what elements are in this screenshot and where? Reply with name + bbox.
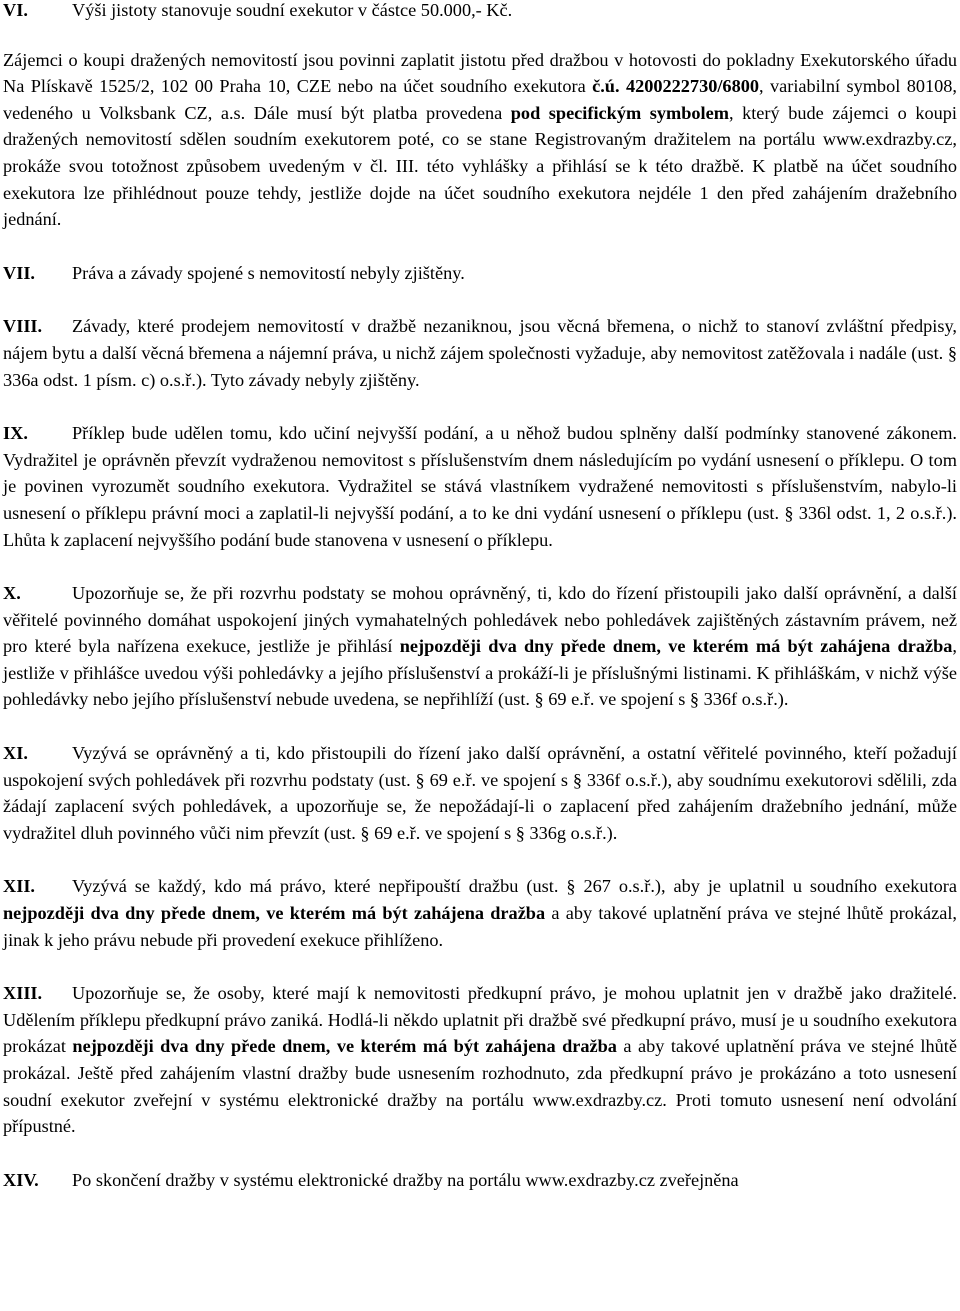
section-text: a aby takové uplatnění práva ve stejné lhůtě prokázal. Ještě před zahájením vlastní dražby bude usnesením rozhodnuto, zda předkupní právo je prokázáno a toto usnesení soudní exekutor zveřejní v systému elektronické dražby na portálu www.exdrazby.cz. Proti tomuto usnesení není odvolání přípustné. (3, 1036, 957, 1137)
section-text: Upozorňuje se, že osoby, které mají k nemovitosti předkupní právo, je mohou uplatnit jen v dražbě jako dražitelé. Udělením příklepu předkupní právo zaniká. Hodlá-li někdo uplatnit při dražbě své předkupní právo, musí je u soudního exekutora prokázat (3, 983, 957, 1057)
section-text: Upozorňuje se, že při rozvrhu podstaty se mohou oprávněný, ti, kdo do řízení přistoupili jako další oprávnění, a další věřitelé povinného domáhat uspokojení jiných vymahatelných pohledávek nebo pohledávek zajištěných zástavním právem, než pro které byla nařízena exekuce, jestliže je přihlásí (3, 583, 957, 657)
section-text: Vyzývá se oprávněný a ti, kdo přistoupili do řízení jako další oprávnění, a ostatní věřitelé povinného, kteří požadují uspokojení svých pohledávek při rozvrhu podstaty (ust. § 69 e.ř. ve spojení s § 336f o.s.ř.), aby soudnímu exekutorovi sdělili, zda žádají zaplacení svých pohledávek, a upozorňuje se, že nepožádají-li o zaplacení před zahájením dražebního jednání, může vydražitel dluh povinného vůči nim převzít (ust. § 69 e.ř. ve spojení s § 336g o.s.ř.). (3, 743, 957, 843)
specific-symbol-emphasis: pod specifickým symbolem (510, 102, 729, 123)
section-number: XII. (3, 876, 36, 897)
paragraph-text: Zájemci o koupi dražených nemovitostí jsou povinni zaplatit jistotu před dražbou v hotovosti do pokladny Exekutorského úřadu Na Plískavě 1525/2, 102 00 Praha 10, CZE nebo na účet soudního exekutora (3, 49, 957, 97)
deadline-emphasis: nejpozději dva dny přede dnem, ve kterém má být zahájena dražba (72, 1036, 617, 1057)
section-xi (3, 740, 957, 846)
section-number: X. (3, 583, 21, 604)
paragraph-text-bold: , variabilní symbol 80108, vedeného u Volksbank CZ, a.s. Dále musí být platba provedena (3, 76, 957, 123)
section-x (3, 580, 957, 713)
paragraph-text: , který bude zájemci o koupi dražených nemovitostí sdělen soudním exekutorem poté, co se stane Registrovaným dražitelem na portálu www.exdrazby.cz, prokáže svou totožnost způsobem uvedeným v čl. III. této vyhlášky a přihlásí se k této dražbě. K platbě na účet soudního exekutora lze přihlédnout pouze tehdy, jestliže dojde na účet soudního exekutora nejdéle 1 den před zahájením dražebního jednání. (3, 102, 958, 230)
section-xii (3, 873, 957, 953)
section-viii (3, 313, 957, 393)
section-number: XI. (3, 743, 28, 764)
section-vi-heading (3, 0, 957, 24)
section-intro: Výši jistoty stanovuje soudní exekutor v částce 50.000,- Kč. (72, 0, 513, 20)
section-vi-paragraph (3, 47, 957, 233)
section-xiv-heading (3, 1167, 957, 1194)
section-text: Závady, které prodejem nemovitostí v dražbě nezaniknou, jsou věcná břemena, o nichž to stanoví zvláštní předpisy, nájem bytu a další věcná břemena a nájemní práva, u nichž zájem společnosti vyžaduje, aby nemovitost zatěžovala i nadále (ust. § 336a odst. 1 písm. c) o.s.ř.). Tyto závady nebyly zjištěny. (3, 316, 957, 390)
section-number: VII. (3, 262, 36, 283)
section-xiii (3, 980, 957, 1140)
section-vii-heading (3, 260, 957, 287)
account-number: č.ú. 4200222730/6800 (592, 76, 759, 97)
deadline-emphasis: nejpozději dva dny přede dnem, ve kterém má být zahájena dražba (3, 903, 546, 924)
section-number: IX. (3, 423, 28, 444)
section-number: VIII. (3, 316, 43, 337)
section-text: a aby takové uplatnění práva ve stejné lhůtě prokázal, jinak k jeho právu nebude při provedení exekuce přihlíženo. (3, 903, 957, 950)
section-intro: Po skončení dražby v systému elektronické dražby na portálu www.exdrazby.cz zveřejněna (72, 1169, 739, 1190)
section-number: VI. (3, 0, 28, 20)
section-text: Příklep bude udělen tomu, kdo učiní nejvyšší podání, a u něhož budou splněny další podmínky stanovené zákonem. Vydražitel je oprávněn převzít vydraženou nemovitost s příslušenstvím dnem následujícím po vydání usnesení o příklepu. O tom je povinen vyrozumět soudního exekutora. Vydražitel se stává vlastníkem vydražené nemovitosti s příslušenstvím, nabylo-li usnesení o příklepu právní moci a zaplatil-li nejvyšší podání, a to ke dni vydání usnesení o příklepu (ust. § 336l odst. 1, 2 o.s.ř.). Lhůta k zaplacení nejvyššího podání bude stanovena v usnesení o příklepu. (3, 423, 957, 550)
section-number: XIV. (3, 1169, 39, 1190)
section-intro: Práva a závady spojené s nemovitostí nebyly zjištěny. (72, 262, 465, 283)
section-ix (3, 420, 957, 553)
section-number: XIII. (3, 983, 43, 1004)
section-text: , jestliže v přihlášce uvedou výši pohledávky a jejího příslušenství a prokáží-li je příslušnými listinami. K přihláškám, v nichž výše pohledávky nebo jejího příslušenství nebude uvedena, se nepřihlíží (ust. § 69 e.ř. ve spojení s § 336f o.s.ř.). (3, 636, 957, 710)
deadline-emphasis: nejpozději dva dny přede dnem, ve kterém má být zahájena dražba (399, 636, 953, 657)
section-text: Vyzývá se každý, kdo má právo, které nepřipouští dražbu (ust. § 267 o.s.ř.), aby je uplatnil u soudního exekutora (72, 876, 957, 897)
